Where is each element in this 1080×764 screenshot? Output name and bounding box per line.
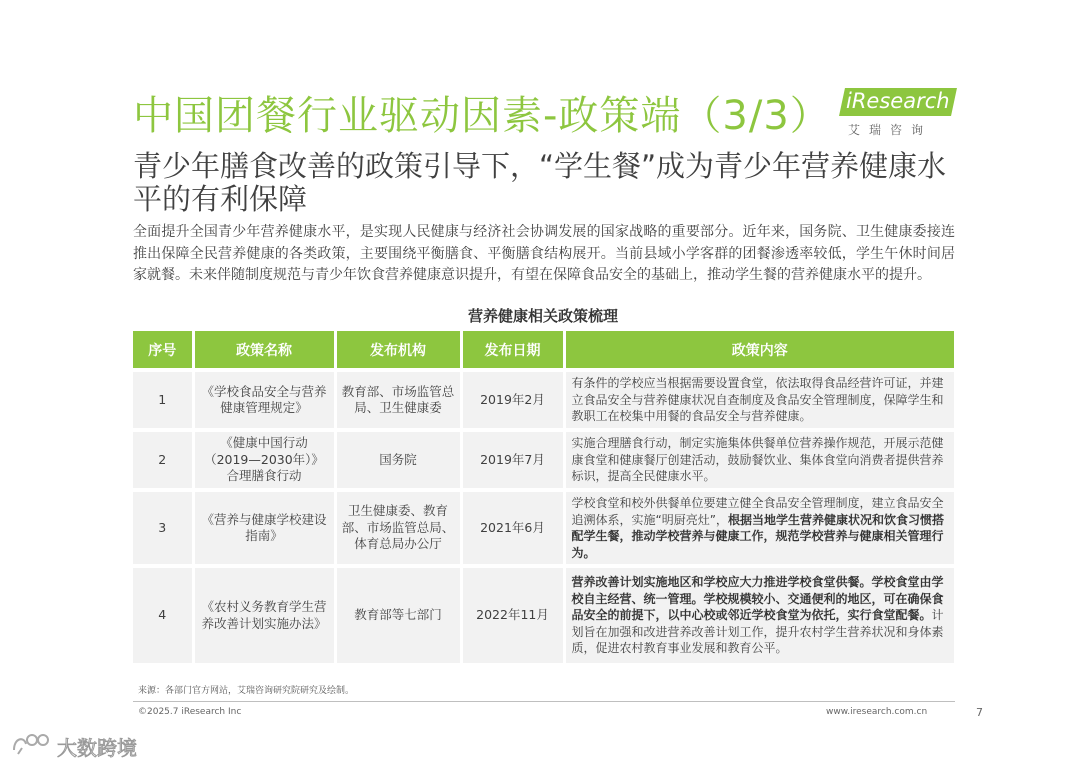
content-text: 有条件的学校应当根据需要设置食堂，依法取得食品经营许可证，并建立食品安全与营养健康状况自查制度及食品安全管理制度，保障学生和教职工在校集中用餐的食品安全与营养健康。 [571, 376, 944, 424]
logo-wordmark: iResearch [846, 89, 950, 113]
header-no: 序号 [133, 331, 193, 370]
header-date: 发布日期 [461, 331, 564, 370]
cell-policy-name: 《学校食品安全与营养健康管理规定》 [193, 370, 335, 430]
cell-date: 2019年2月 [461, 370, 564, 430]
header-name: 政策名称 [193, 331, 335, 370]
policy-table [133, 331, 954, 663]
watermark-logo-icon [10, 730, 54, 758]
table-title: 营养健康相关政策梳理 [467, 307, 618, 325]
cell-date: 2022年11月 [461, 566, 564, 663]
cell-policy-name: 《健康中国行动（2019—2030年）》合理膳食行动 [193, 430, 335, 490]
table-row [133, 370, 954, 430]
cell-org: 教育部、市场监管总局、卫生健康委 [335, 370, 461, 430]
content-text: 实施合理膳食行动，制定实施集体供餐单位营养操作规范，开展示范健康食堂和健康餐厅创建活动，鼓励餐饮业、集体食堂向消费者提供营养标识，提高全民健康水平。 [571, 436, 944, 484]
cell-content [564, 490, 954, 566]
cell-org: 教育部等七部门 [335, 566, 461, 663]
footer-url[interactable]: www.iresearch.com.cn [826, 707, 928, 717]
source-note: 来源：各部门官方网站，艾瑞咨询研究院研究及绘制。 [138, 686, 355, 696]
table-row [133, 490, 954, 566]
table-row [133, 566, 954, 663]
page-title: 中国团餐行业驱动因素-政策端（3/3） [133, 93, 831, 139]
content-text: 学校食堂和校外供餐单位要建立健全食品安全管理制度，建立食品安全追溯体系，实施“明厨亮灶”， [571, 496, 944, 527]
cell-policy-name: 《农村义务教育学生营养改善计划实施办法》 [193, 566, 335, 663]
cell-no: 1 [133, 370, 193, 430]
cell-date: 2019年7月 [461, 430, 564, 490]
page-number: 7 [976, 706, 983, 719]
content-text: 计划旨在加强和改进营养改善计划工作，提升农村学生营养状况和身体素质，促进农村教育事业发展和教育公平。 [571, 608, 944, 656]
cell-org: 国务院 [335, 430, 461, 490]
intro-paragraph: 全面提升全国青少年营养健康水平，是实现人民健康与经济社会协调发展的国家战略的重要部分。近年来，国务院、卫生健康委接连推出保障全民营养健康的各类政策，主要围绕平衡膳食、平衡膳食结构展开。当前县域小学客群的团餐渗透率较低，学生午休时间居家就餐。未来伴随制度规范与青少年饮食营养健康意识提升，有望在保障食品安全的基础上，推动学生餐的营养健康水平的提升。 [133, 224, 955, 283]
content-bold-text: 营养改善计划实施地区和学校应大力推进学校食堂供餐。学校食堂由学校自主经营、统一管理。学校规模较小、交通便利的地区，可在确保食品安全的前提下，以中心校或邻近学校食堂为依托，实行食堂配餐。 [571, 575, 944, 623]
content-bold-text: 根据当地学生营养健康状况和饮食习惯搭配学生餐，推动学校营养与健康工作，规范学校营养与健康相关管理行为。 [571, 512, 944, 560]
cell-content [564, 430, 954, 490]
cell-org: 卫生健康委、教育部、市场监管总局、体育总局办公厅 [335, 490, 461, 566]
header-org: 发布机构 [335, 331, 461, 370]
cell-content [564, 566, 954, 663]
footer-copyright: ©2025.7 iResearch Inc [138, 707, 242, 717]
table-row [133, 430, 954, 490]
cell-no: 3 [133, 490, 193, 566]
logo-cn-text: 艾瑞咨询 [848, 123, 933, 137]
cell-content [564, 370, 954, 430]
watermark-text: 大数跨境 [57, 736, 137, 760]
page-subtitle: 青少年膳食改善的政策引导下，“学生餐”成为青少年营养健康水平的有利保障 [133, 149, 947, 216]
cell-no: 4 [133, 566, 193, 663]
table-header-row [133, 331, 954, 370]
cell-date: 2021年6月 [461, 490, 564, 566]
cell-policy-name: 《营养与健康学校建设指南》 [193, 490, 335, 566]
cell-no: 2 [133, 430, 193, 490]
watermark [10, 730, 150, 758]
iresearch-logo [834, 86, 956, 140]
header-content: 政策内容 [564, 331, 954, 370]
footer-divider [133, 701, 955, 702]
